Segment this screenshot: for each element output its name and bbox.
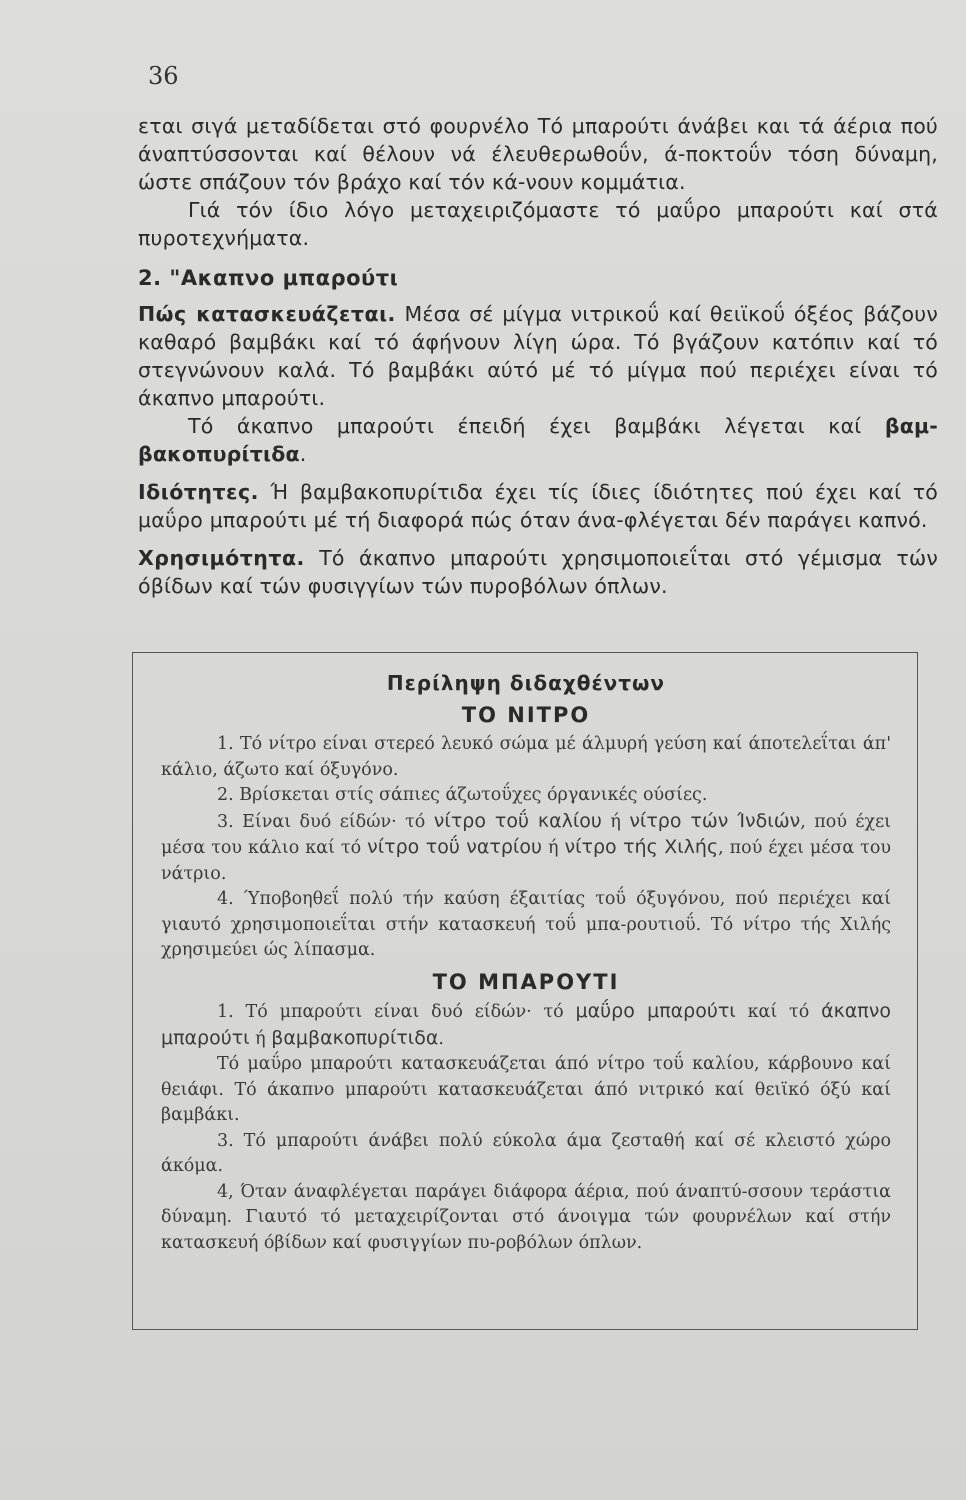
section-heading: 2. "Ακαπνο μπαρούτι xyxy=(138,266,399,290)
summary-nitre-item-1: 1. Τό νίτρο είναι στερεό λευκό σώμα μέ άλμυρή γεύση καί άποτελεΐται άπ' κάλιο, άζωτο καί όξυγόνο. xyxy=(161,734,891,780)
paragraph-1: εται σιγά μεταδίδεται στό φουρνέλο Τό μπαρούτι άνάβει και τά άέρια πού άναπτύσσονται καί θέλουν νά έλευθερωθοΰν, ά-ποκτοΰν τόση δύναμη, ώστε σπάζουν τόν βράχο καί τόν κά-νουν κομμάτια. xyxy=(138,114,938,194)
paragraph-6 xyxy=(138,544,938,600)
paragraph-3 xyxy=(138,300,938,412)
page-number: 36 xyxy=(148,62,179,90)
paragraph-3-text: Μέσα σέ μίγμα νιτρικοΰ καί θειϊκοΰ όξέος βάζουν καθαρό βαμβάκι καί τό άφήνουν λίγη ώρα. Τό βγάζουν κατόπιν καί τό στεγνώνουν καλά. Τό βαμβάκι αύτό μέ τό μίγμα πού περιέχει είναι τό άκαπνο μπαρούτι. xyxy=(138,302,938,410)
paragraph-4-text: Τό άκαπνο μπαρούτι έπειδή έχει βαμβάκι λέγεται καί xyxy=(188,414,885,438)
summary-n3-c: ή xyxy=(601,811,630,832)
summary-nitre-item-2: 2. Βρίσκεται στίς σάπιες άζωτοΰχες όργανικές ούσίες. xyxy=(217,785,708,805)
summary-n3-term-3: νίτρο τοΰ νατρίου xyxy=(367,836,542,858)
summary-n3-term-1: νίτρο τοΰ καλίου xyxy=(433,809,602,832)
summary-n3-d: , πού έχει μέσα του κάλιο καί τό xyxy=(161,811,892,858)
paragraph-4-bold: βαμ-βακοπυρίτιδα xyxy=(138,414,938,466)
summary-box xyxy=(132,652,918,1330)
summary-powder-item-1 xyxy=(161,999,891,1052)
summary-heading-gunpowder: ΤΟ ΜΠΑΡΟΥΤΙ xyxy=(432,969,620,994)
summary-b1-c: καί τό xyxy=(735,1002,822,1022)
paragraph-6-text: Τό άκαπνο μπαρούτι χρησιμοποιεΐται στό γέμισμα τών όβίδων καί τών φυσιγγίων τών πυροβόλων όπλων. xyxy=(138,546,938,598)
run-in-heading-construction: Πώς κατασκευάζεται. xyxy=(138,302,396,326)
summary-title: Περίληψη διδαχθέντων xyxy=(386,671,666,695)
summary-b1-e: . xyxy=(438,1028,444,1049)
summary-nitre-item-4: 4. Ύποβοηθεΐ πολύ τήν καύση έξαιτίας τοΰ όξυγόνου, πού περιέχει καί γιαυτό χρησιμοποιεΐται στήν κατασκευή τοΰ μπα-ρουτιοΰ. Τό νίτρο τής Χιλής χρησιμεύει ώς λίπασμα. xyxy=(161,889,891,960)
summary-n3-a: 3. Είναι δυό είδών· τό xyxy=(217,811,434,832)
paragraph-5 xyxy=(138,478,938,534)
summary-b1-d: ή xyxy=(249,1028,272,1049)
summary-powder-item-2: Τό μαΰρο μπαρούτι κατασκευάζεται άπό νίτρο τοΰ καλίου, κάρβουνο καί θειάφι. Τό άκαπνο μπαρούτι κατασκευάζεται άπό νιτρικό καί θειϊκό όξύ καί βαμβάκι. xyxy=(161,1054,891,1125)
summary-powder-item-4: 4, Όταν άναφλέγεται παράγει διάφορα άέρια, πού άναπτύ-σσουν τεράστια δύναμη. Γιαυτό τό μεταχειρίζονται στό άνοιγμα τών φουρνέλων καί στήν κατασκευή όβίδων καί φυσιγγίων πυ-ροβόλων όπλων. xyxy=(161,1181,891,1253)
summary-n3-f: , πού έχει μέσα του νάτριο. xyxy=(161,838,891,884)
main-text xyxy=(138,112,938,600)
summary-n3-e: ή xyxy=(541,838,565,858)
summary-b1-a: 1. Τό μπαρούτι είναι δυό είδών· τό xyxy=(217,1002,576,1022)
paragraph-2: Γιά τόν ίδιο λόγο μεταχειριζόμαστε τό μαΰρο μπαρούτι καί στά πυροτεχνήματα. xyxy=(138,198,938,250)
summary-heading-nitre: ΤΟ ΝΙΤΡΟ xyxy=(461,702,591,727)
summary-nitre-item-3 xyxy=(161,809,891,888)
summary-b1-term-3: βαμβακοπυρίτιδα xyxy=(271,1026,439,1049)
summary-n3-term-2: νίτρο τών Ίνδιών xyxy=(629,809,801,832)
summary-b1-term-2: άκαπνο μπαρούτι xyxy=(161,1000,891,1049)
summary-b1-term-1: μαΰρο μπαρούτι xyxy=(575,1000,736,1022)
run-in-heading-usefulness: Χρησιμότητα. xyxy=(138,546,305,570)
run-in-heading-properties: Ιδιότητες. xyxy=(138,480,259,504)
paragraph-4 xyxy=(138,412,938,468)
summary-powder-item-3: 3. Τό μπαρούτι άνάβει πολύ εύκολα άμα ζεσταθή καί σέ κλειστό χώρο άκόμα. xyxy=(161,1130,891,1176)
summary-n3-term-4: νίτρο τής Χιλής xyxy=(564,836,719,858)
paragraph-4-end: . xyxy=(299,442,307,466)
paragraph-5-text: Ή βαμβακοπυρίτιδα έχει τίς ίδιες ίδιότητες πού έχει καί τό μαΰρο μπαρούτι μέ τή διαφορά πώς όταν άνα-φλέγεται δέν παράγει καπνό. xyxy=(138,480,938,532)
